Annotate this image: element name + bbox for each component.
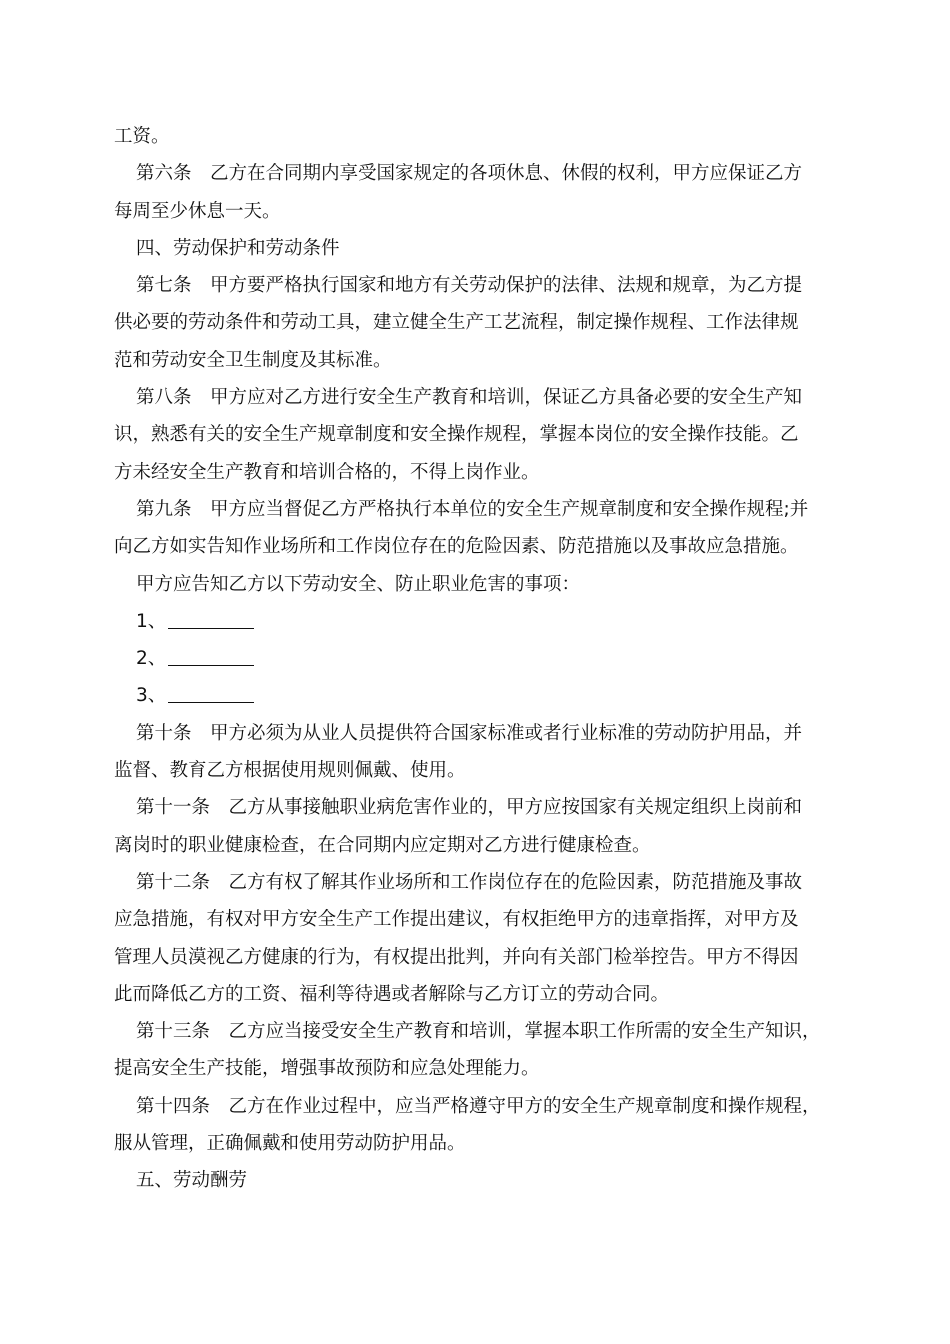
section-heading: 五、劳动酬劳 (136, 1170, 248, 1192)
item-number: 1、 (136, 610, 167, 632)
text-line: 服从管理，正确佩戴和使用劳动防护用品。 (114, 1133, 466, 1155)
article-6-line: 第六条 乙方在合同期内享受国家规定的各项休息、休假的权利，甲方应保证乙方 (136, 163, 803, 185)
text-line: 方未经安全生产教育和培训合格的，不得上岗作业。 (114, 461, 540, 483)
article-12-line: 第十二条 乙方有权了解其作业场所和工作岗位存在的危险因素，防范措施及事故 (136, 871, 803, 893)
article-7-line: 第七条 甲方要严格执行国家和地方有关劳动保护的法律、法规和规章，为乙方提 (136, 275, 803, 297)
text-line: 供必要的劳动条件和劳动工具，建立健全生产工艺流程，制定操作规程、工作法律规 (114, 312, 799, 334)
blank-item-2 (114, 640, 836, 677)
text-line: 提高安全生产技能，增强事故预防和应急处理能力。 (114, 1058, 540, 1080)
section-heading: 四、劳动保护和劳动条件 (136, 237, 340, 259)
item-number: 2、 (136, 648, 167, 670)
text-line: 工资。 (114, 126, 170, 147)
article-8-line: 第八条 甲方应对乙方进行安全生产教育和培训，保证乙方具备必要的安全生产知 (136, 387, 803, 409)
blank-underline (168, 608, 254, 629)
text-line: 范和劳动安全卫生制度及其标准。 (114, 349, 392, 371)
text-line: 每周至少休息一天。 (114, 200, 281, 222)
text-line: 识，熟悉有关的安全生产规章制度和安全操作规程，掌握本岗位的安全操作技能。乙 (114, 424, 799, 446)
article-13-line: 第十三条 乙方应当接受安全生产教育和培训，掌握本职工作所需的安全生产知识， (136, 1021, 821, 1043)
text-line: 此而降低乙方的工资、福利等待遇或者解除与乙方订立的劳动合同。 (114, 983, 670, 1005)
blank-item-3 (114, 677, 836, 714)
item-number: 3、 (136, 685, 167, 707)
document-page (114, 118, 836, 1200)
blank-underline (168, 645, 254, 666)
article-9-line: 第九条 甲方应当督促乙方严格执行本单位的安全生产规章制度和安全操作规程;并 (136, 498, 809, 520)
text-line: 向乙方如实告知作业场所和工作岗位存在的危险因素、防范措施以及事故应急措施。 (114, 536, 799, 558)
text-line: 监督、教育乙方根据使用规则佩戴、使用。 (114, 760, 466, 782)
blank-underline (168, 682, 254, 703)
blank-item-1 (114, 603, 836, 640)
text-line: 管理人员漠视乙方健康的行为，有权提出批判，并向有关部门检举控告。甲方不得因 (114, 946, 799, 968)
text-line: 甲方应告知乙方以下劳动安全、防止职业危害的事项： (136, 573, 581, 595)
text-line: 离岗时的职业健康检查，在合同期内应定期对乙方进行健康检查。 (114, 834, 651, 856)
text-line: 应急措施，有权对甲方安全生产工作提出建议，有权拒绝甲方的违章指挥，对甲方及 (114, 909, 799, 931)
article-10-line: 第十条 甲方必须为从业人员提供符合国家标准或者行业标准的劳动防护用品，并 (136, 722, 803, 744)
article-11-line: 第十一条 乙方从事接触职业病危害作业的，甲方应按国家有关规定组织上岗前和 (136, 797, 803, 819)
article-14-line: 第十四条 乙方在作业过程中，应当严格遵守甲方的安全生产规章制度和操作规程， (136, 1095, 821, 1117)
